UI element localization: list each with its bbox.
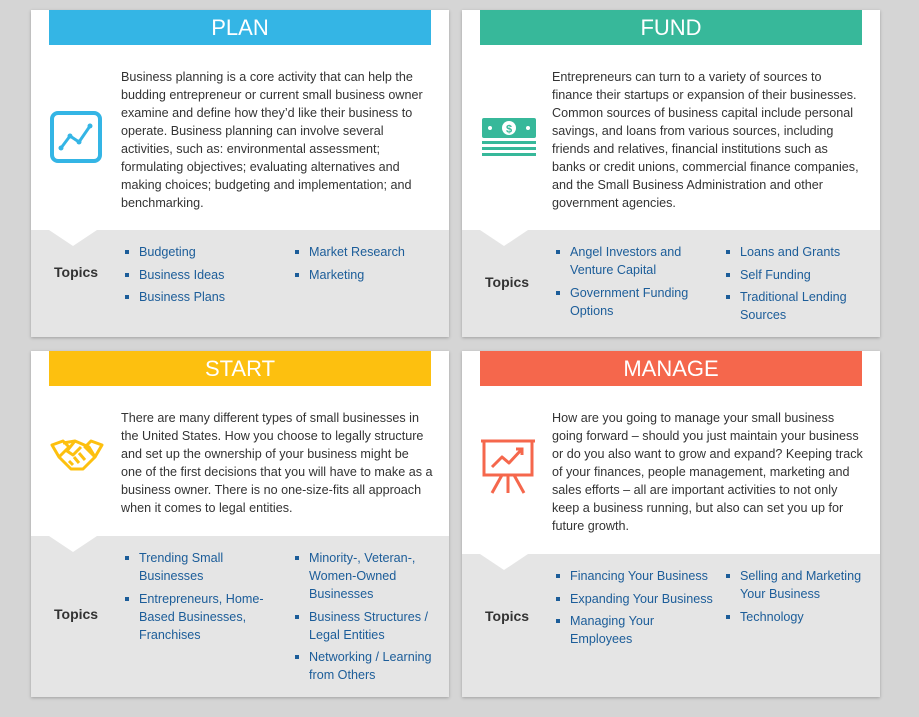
start-card — [31, 351, 449, 697]
topic-traditional-lending[interactable]: Traditional Lending Sources — [725, 288, 875, 324]
topics-label: Topics — [54, 606, 99, 622]
topic-minority-veteran-women[interactable]: Minority-, Veteran-, Women-Owned Businesses — [294, 549, 444, 603]
topic-business-plans[interactable]: Business Plans — [124, 288, 284, 306]
topic-expanding-your-business[interactable]: Expanding Your Business — [555, 590, 715, 608]
trend-line-chart-icon — [49, 110, 103, 169]
handshake-icon — [49, 435, 105, 482]
topics-column-1 — [555, 567, 715, 653]
topic-networking-learning[interactable]: Networking / Learning from Others — [294, 648, 444, 684]
topics-column-1 — [555, 243, 705, 324]
fund-description: Entrepreneurs can turn to a variety of sources to finance their startups or expansion of their businesses. Common sources of business capital include personal savings, and loans from various sources, including friends and relatives, financial institutions such as banks or credit unions, commercial finance companies, and the Small Business Administration and other government agencies. — [552, 70, 859, 210]
manage-topics — [462, 554, 880, 697]
start-topics — [31, 536, 449, 697]
plan-card — [31, 10, 449, 337]
svg-text:$: $ — [505, 123, 513, 136]
plan-topics — [31, 230, 449, 337]
topics-label: Topics — [485, 274, 530, 290]
start-description: There are many different types of small businesses in the United States. How you choose to legally structure and set up the ownership of your business might be one of the first decisions that you will have to make as a business owner. There is no one-size-fits all approach when it comes to legal entities. — [121, 411, 433, 515]
money-stack-icon — [480, 114, 538, 165]
topics-column-2 — [294, 549, 444, 689]
topic-marketing[interactable]: Marketing — [294, 266, 444, 284]
topics-column-2 — [725, 567, 875, 630]
plan-card-title[interactable]: PLAN — [49, 10, 431, 45]
topic-financing-your-business[interactable]: Financing Your Business — [555, 567, 715, 585]
topic-government-funding[interactable]: Government Funding Options — [555, 284, 705, 320]
topic-budgeting[interactable]: Budgeting — [124, 243, 284, 261]
topic-business-ideas[interactable]: Business Ideas — [124, 266, 284, 284]
topics-label: Topics — [54, 264, 99, 280]
topic-market-research[interactable]: Market Research — [294, 243, 444, 261]
topic-angel-investors[interactable]: Angel Investors and Venture Capital — [555, 243, 705, 279]
notch — [49, 230, 97, 246]
plan-description: Business planning is a core activity that can help the budding entrepreneur or current small business owner examine and define how they’d like their business to operate. Business planning can involve several activities, such as: environmental assessment; formulating objectives; evaluating alternatives and making choices; budgeting and implementation; and benchmarking. — [121, 70, 423, 210]
manage-card — [462, 351, 880, 697]
topic-business-structures[interactable]: Business Structures / Legal Entities — [294, 608, 444, 644]
topic-technology[interactable]: Technology — [725, 608, 875, 626]
start-card-title[interactable]: START — [49, 351, 431, 386]
manage-card-title[interactable]: MANAGE — [480, 351, 862, 386]
topics-column-2 — [725, 243, 875, 329]
fund-card-title[interactable]: FUND — [480, 10, 862, 45]
fund-topics — [462, 230, 880, 337]
fund-card — [462, 10, 880, 337]
topics-column-2 — [294, 243, 444, 288]
notch — [480, 554, 528, 570]
notch — [480, 230, 528, 246]
topics-label: Topics — [485, 608, 530, 624]
topic-trending-small-businesses[interactable]: Trending Small Businesses — [124, 549, 274, 585]
topic-home-based-franchises[interactable]: Entrepreneurs, Home-Based Businesses, Franchises — [124, 590, 274, 644]
topics-column-1 — [124, 243, 284, 311]
topic-loans-grants[interactable]: Loans and Grants — [725, 243, 875, 261]
topics-column-1 — [124, 549, 274, 648]
topic-managing-your-employees[interactable]: Managing Your Employees — [555, 612, 715, 648]
topic-self-funding[interactable]: Self Funding — [725, 266, 875, 284]
manage-description: How are you going to manage your small business going forward – should you just maintain your business or do you also want to grow and expand? Keeping track of your finances, people management, marketing and sales efforts – all are important activities to not only keep a business running, but also can set you up for future growth. — [552, 411, 863, 533]
notch — [49, 536, 97, 552]
presentation-board-icon — [480, 437, 536, 502]
topic-selling-and-marketing[interactable]: Selling and Marketing Your Business — [725, 567, 875, 603]
